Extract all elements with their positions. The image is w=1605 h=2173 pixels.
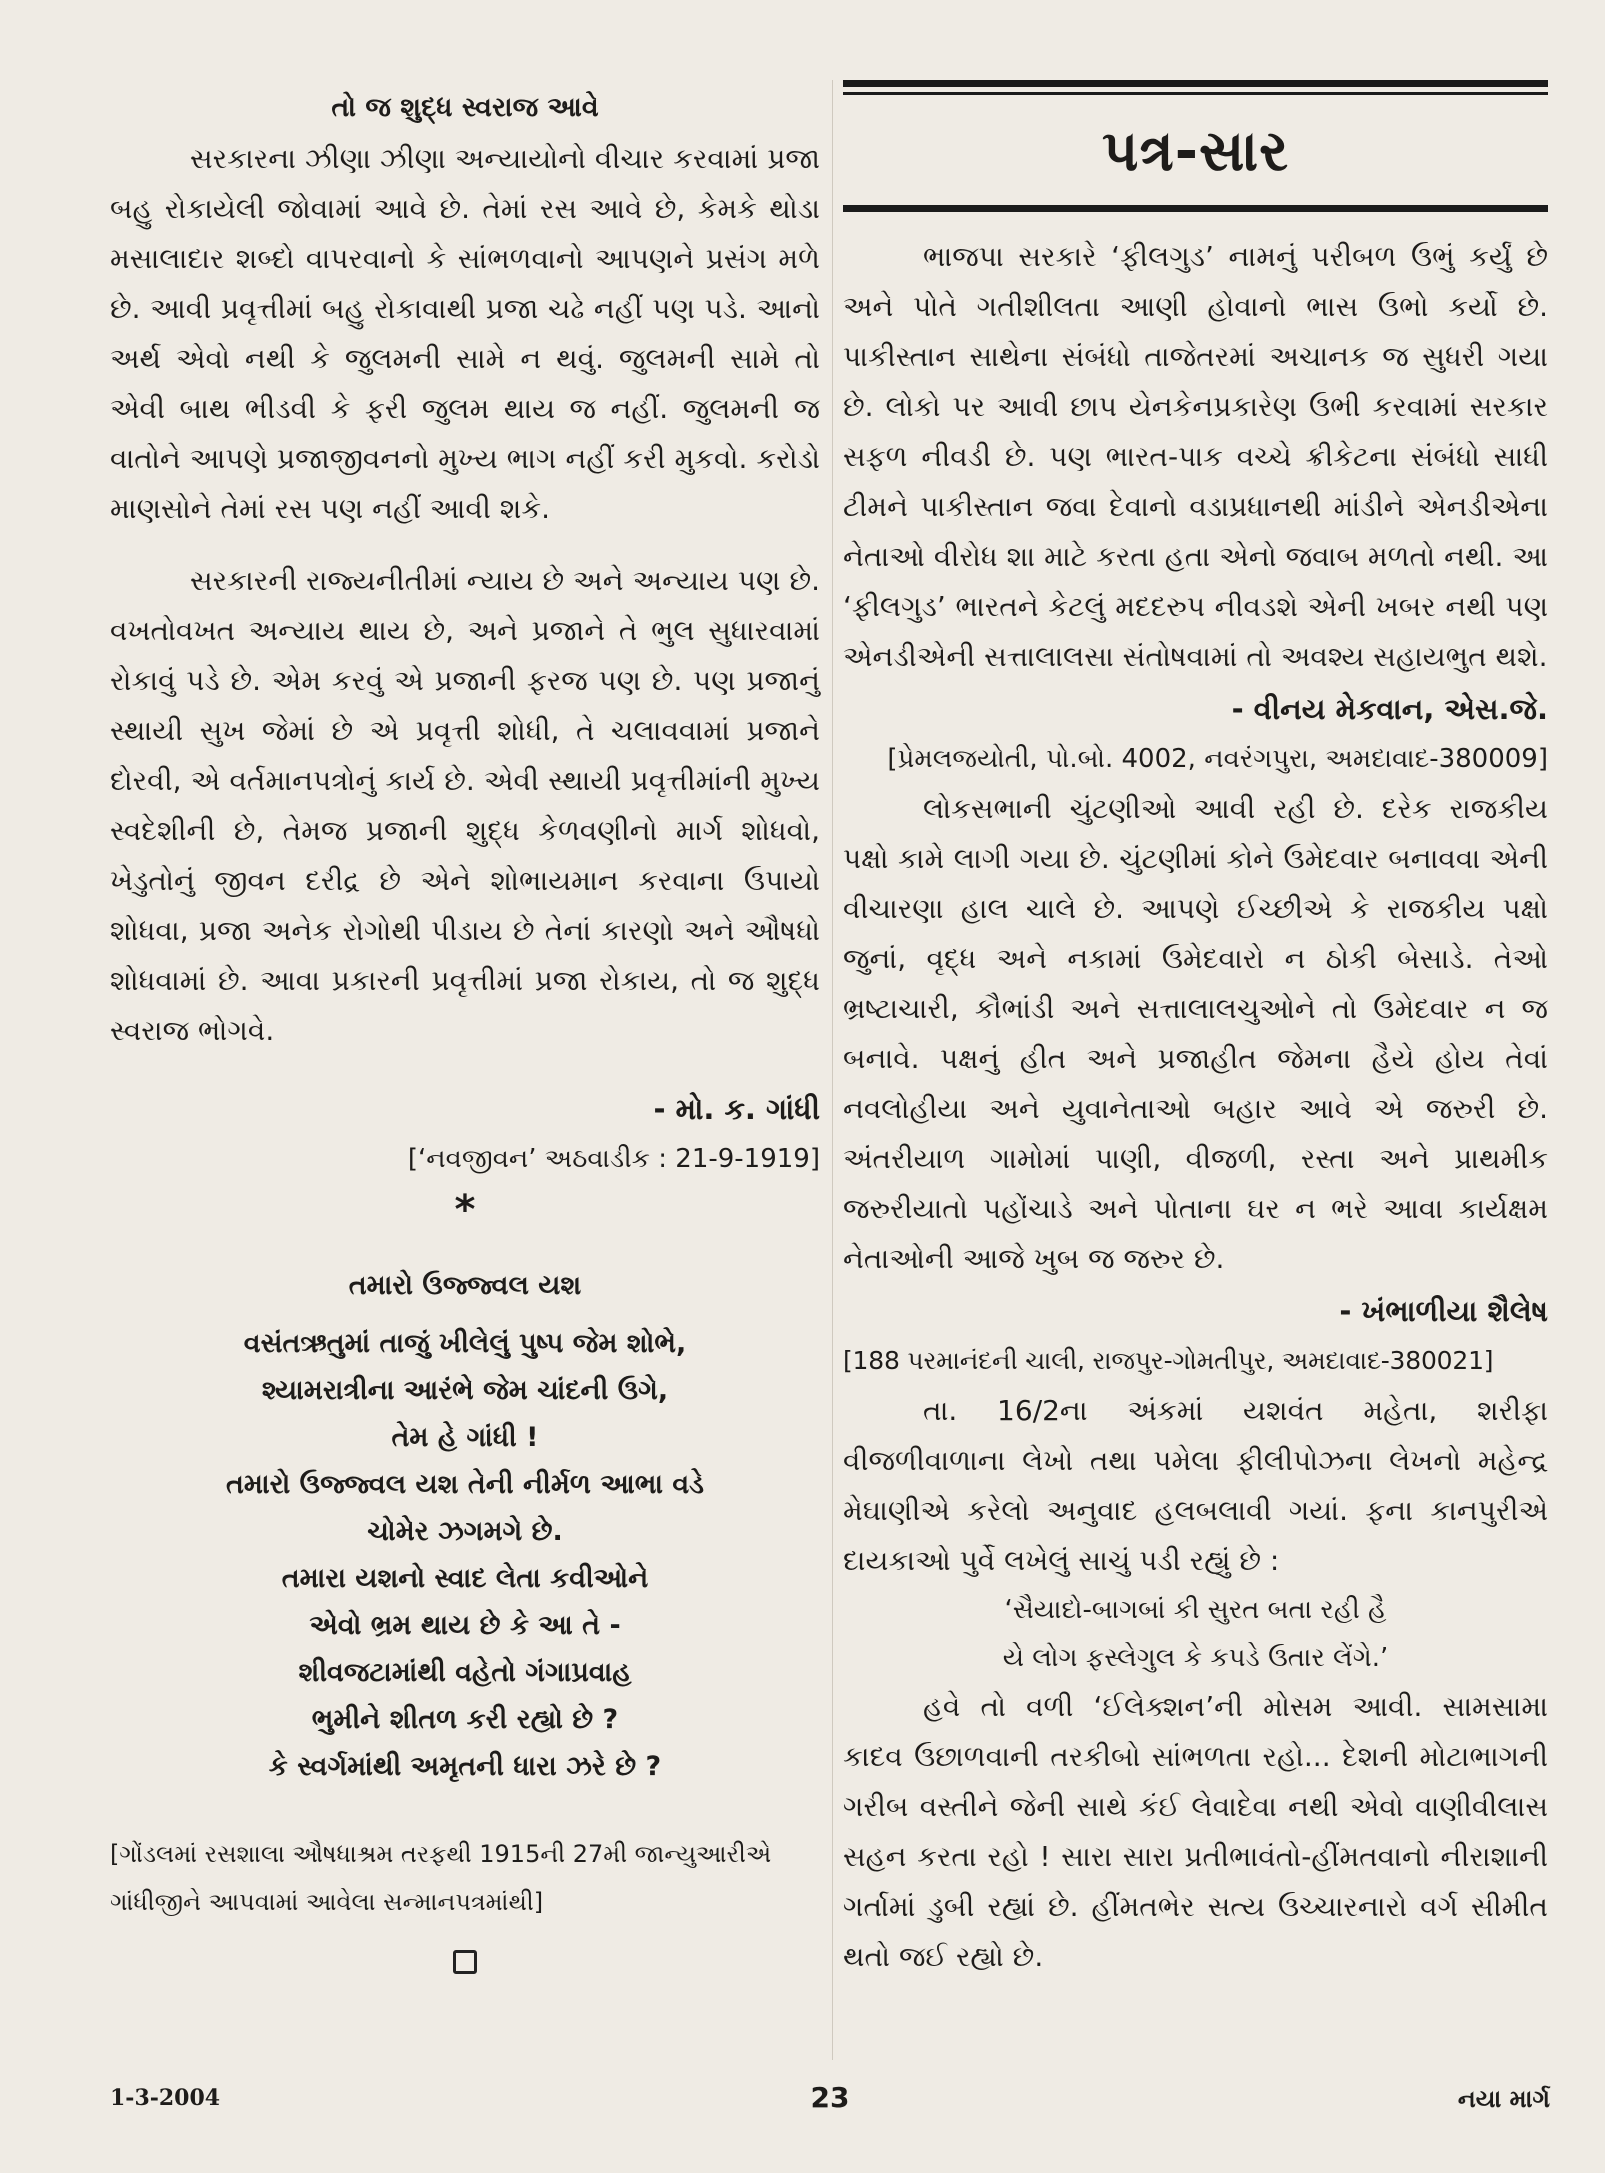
end-of-article-mark — [453, 1950, 477, 1974]
poem-source: [ગોંડલમાં રસશાલા ઔષધાશ્રમ તરફથી 1915ની 27મી જાન્યુઆરીએ ગાંધીજીને આપવામાં આવેલા સન્માનપત્રમાંથી] — [110, 1840, 772, 1916]
page-number: 23 — [810, 2081, 850, 2114]
poem-line: ચોમેર ઝગમગે છે. — [367, 1516, 563, 1547]
banner-top-rule — [843, 80, 1548, 87]
page-footer — [110, 2081, 1550, 2125]
article-title: તો જ શુદ્ધ સ્વરાજ આવે — [331, 92, 599, 123]
letter-3-body-1: તા. 16/2ના અંકમાં યશવંત મહેતા, શરીફા વીજળીવાળાના લેખો તથા પમેલા ફીલીપોઝના લેખનો મહેન્દ્ર મેઘાણીએ કરેલો અનુવાદ હલબલાવી ગયાં. ફના કાનપુરીએ દાયકાઓ પુર્વે લખેલું સાચું પડી રહ્યું છે : — [843, 1394, 1548, 1577]
banner-top-rule-thin — [843, 92, 1548, 95]
column-divider — [832, 80, 833, 2060]
article-signature: - મો. ક. ગાંધી — [653, 1092, 820, 1126]
poem-line: શીવજટામાંથી વહેતો ગંગાપ્રવાહ — [298, 1657, 632, 1688]
magazine-name: નયા માર્ગ — [1457, 2085, 1550, 2113]
letter-1-signature: - વીનય મેકવાન, એસ.જે. — [1231, 692, 1548, 726]
poem-line: તમારા યશનો સ્વાદ લેતા કવીઓને — [281, 1563, 649, 1594]
poem-line: એવો ભ્રમ થાય છે કે આ તે - — [309, 1610, 621, 1641]
asterisk-separator: * — [454, 1187, 476, 1233]
section-banner: પત્ર-સાર — [1101, 119, 1290, 184]
left-column — [110, 80, 820, 1974]
article-source: [‘નવજીવન’ અઠવાડીક : 21-9-1919] — [407, 1144, 820, 1174]
poem-line: વસંતઋતુમાં તાજું ખીલેલું પુષ્પ જેમ શોભે, — [243, 1328, 687, 1359]
letter-3-body-2: હવે તો વળી ‘ઈલેક્શન’ની મોસમ આવી. સામસામા કાદવ ઉછાળવાની તરકીબો સાંભળતા રહો... દેશની મોટાભાગની ગરીબ વસ્તીને જેની સાથે કંઈ લેવાદેવા નથી એવો વાણીવીલાસ સહન કરતા રહો ! સારા સારા પ્રતીભાવંતો-હીંમતવાનો નીરાશાની ગર્તામાં ડુબી રહ્યાં છે. હીંમતભેર સત્ય ઉચ્ચારનારો વર્ગ સીમીત થતો જઈ રહ્યો છે. — [843, 1690, 1548, 1973]
footer-date: 1-3-2004 — [110, 2085, 221, 2111]
banner-bottom-rule — [843, 205, 1548, 212]
article-paragraph-1: સરકારના ઝીણા ઝીણા અન્યાયોનો વીચાર કરવામાં પ્રજા બહુ રોકાયેલી જોવામાં આવે છે. તેમાં રસ આવે છે, કેમકે થોડા મસાલાદાર શબ્દો વાપરવાનો કે સાંભળવાનો આપણને પ્રસંગ મળે છે. આવી પ્રવૃત્તીમાં બહુ રોકાવાથી પ્રજા ચઢે નહીં પણ પડે. આનો અર્થ એવો નથી કે જુલમની સામે ન થવું. જુલમની સામે તો એવી બાથ ભીડવી કે ફરી જુલમ થાય જ નહીં. જુલમની જ વાતોને આપણે પ્રજાજીવનનો મુખ્ય ભાગ નહીં કરી મુકવો. કરોડો માણસોને તેમાં રસ પણ નહીં આવી શકે. — [110, 142, 820, 525]
poem-line: તમારો ઉજ્જ્વલ યશ તેની નીર્મળ આભા વડે — [226, 1469, 704, 1500]
letter-3-quote-line-1: ‘સૈયાદો-બાગબાં કી સુરત બતા રહી હૈ — [1004, 1595, 1387, 1625]
poem-line: તેમ હે ગાંધી ! — [391, 1422, 539, 1453]
letter-2-body: લોકસભાની ચુંટણીઓ આવી રહી છે. દરેક રાજકીય પક્ષો કામે લાગી ગયા છે. ચુંટણીમાં કોને ઉમેદવાર બનાવવા એની વીચારણા હાલ ચાલે છે. આપણે ઈચ્છીએ કે રાજકીય પક્ષો જુનાં, વૃદ્ધ અને નકામાં ઉમેદવારો ન ઠોકી બેસાડે. તેઓ ભ્રષ્ટાચારી, કૌભાંડી અને સત્તાલાલચુઓને તો ઉમેદવાર ન જ બનાવે. પક્ષનું હીત અને પ્રજાહીત જેમના હૈયે હોય તેવાં નવલોહીયા અને યુવાનેતાઓ બહાર આવે એ જરુરી છે. અંતરીયાળ ગામોમાં પાણી, વીજળી, રસ્તા અને પ્રાથમીક જરુરીયાતો પહોંચાડે અને પોતાના ઘર ન ભરે આવા કાર્યક્ષમ નેતાઓની આજે ખુબ જ જરુર છે. — [843, 792, 1548, 1275]
letter-1-address: [પ્રેમલજયોતી, પો.બો. 4002, નવરંગપુરા, અમદાવાદ-380009] — [887, 744, 1548, 774]
letter-1-body: ભાજપા સરકારે ‘ફીલગુડ’ નામનું પરીબળ ઉભું કર્યું છે અને પોતે ગતીશીલતા આણી હોવાનો ભાસ ઉભો કર્યો છે. પાકીસ્તાન સાથેના સંબંધો તાજેતરમાં અચાનક જ સુધરી ગયા છે. લોકો પર આવી છાપ યેનકેનપ્રકારેણ ઉભી કરવામાં સરકાર સફળ નીવડી છે. પણ ભારત-પાક વચ્ચે ક્રીકેટના સંબંધો સાધી ટીમને પાકીસ્તાન જવા દેવાનો વડાપ્રધાનથી માંડીને એનડીએના નેતાઓ વીરોધ શા માટે કરતા હતા એનો જવાબ મળતો નથી. આ ‘ફીલગુડ’ ભારતને કેટલું મદદરુપ નીવડશે એની ખબર નથી પણ એનડીએની સત્તાલાલસા સંતોષવામાં તો અવશ્ય સહાયભુત થશે. — [843, 240, 1548, 673]
letter-3-quote-line-2: યે લોગ ફસ્લેગુલ કે કપડે ઉતાર લેંગે.’ — [1002, 1643, 1389, 1673]
article-paragraph-2: સરકારની રાજ્યનીતીમાં ન્યાય છે અને અન્યાય પણ છે. વખતોવખત અન્યાય થાય છે, અને પ્રજાને તે ભુલ સુધારવામાં રોકાવું પડે છે. એમ કરવું એ પ્રજાની ફરજ પણ છે. પણ પ્રજાનું સ્થાયી સુખ જેમાં છે એ પ્રવૃત્તી શોધી, તે ચલાવવામાં પ્રજાને દોરવી, એ વર્તમાનપત્રોનું કાર્ય છે. એવી સ્થાયી પ્રવૃત્તીમાંની મુખ્ય સ્વદેશીની છે, તેમજ પ્રજાની શુદ્ધ કેળવણીનો માર્ગ શોધવો, ખેડુતોનું જીવન દરીદ્ર છે એને શોભાયમાન કરવાના ઉપાયો શોધવા, પ્રજા અનેક રોગોથી પીડાય છે તેનાં કારણો અને ઔષધો શોધવામાં છે. આવા પ્રકારની પ્રવૃત્તીમાં પ્રજા રોકાય, તો જ શુદ્ધ સ્વરાજ ભોગવે. — [110, 564, 820, 1047]
poem-line: શ્યામરાત્રીના આરંભે જેમ ચાંદની ઉગે, — [261, 1375, 669, 1406]
right-column — [843, 80, 1548, 1982]
letter-2-address: [188 પરમાનંદની ચાલી, રાજપુર-ગોમતીપુર, અમદાવાદ-380021] — [843, 1346, 1494, 1375]
poem-line: ભુમીને શીતળ કરી રહ્યો છે ? — [311, 1704, 619, 1735]
poem-line: કે સ્વર્ગમાંથી અમૃતની ધારા ઝરે છે ? — [268, 1751, 662, 1782]
poem-title: તમારો ઉજ્જ્વલ યશ — [348, 1270, 582, 1301]
letter-2-signature: - ખંભાળીયા શૈલેષ — [1339, 1294, 1548, 1328]
